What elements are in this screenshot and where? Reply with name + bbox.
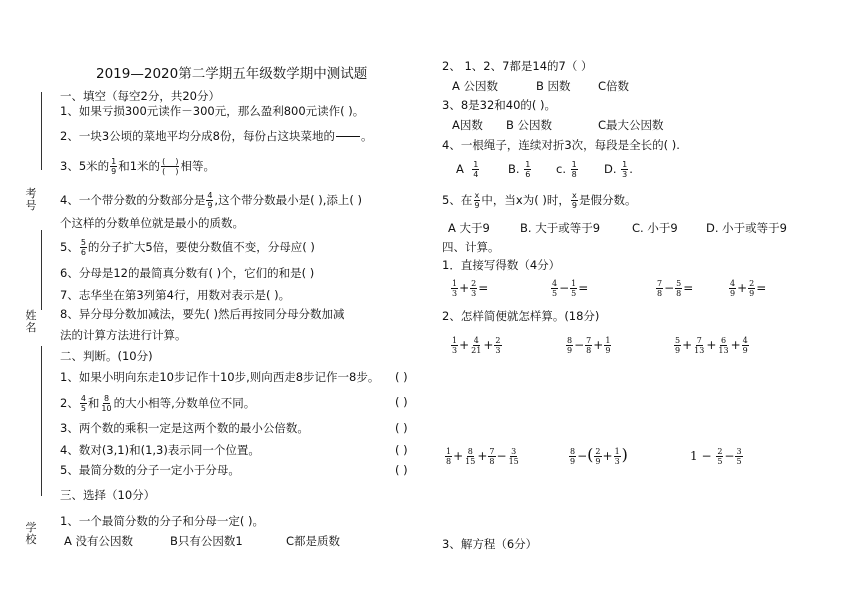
subsection-heading: 1．直接写得数（4分） bbox=[442, 258, 561, 272]
margin-label-school: 学校 bbox=[25, 521, 37, 546]
option: A因数 bbox=[452, 118, 483, 132]
question: 3、8是32和40的( )。 bbox=[442, 98, 557, 112]
math-expression: $\frac{7}{8}$ − $\frac{5}{8}$ = bbox=[657, 279, 694, 298]
question: 6、分母是12的最简真分数有( )个，它们的和是( ) bbox=[60, 266, 315, 280]
margin-line bbox=[41, 346, 42, 496]
question: 个这样的分数单位就是最小的质数。 bbox=[60, 216, 244, 230]
math-expression: $\frac{4}{9}$ + $\frac{2}{9}$ = bbox=[730, 279, 767, 298]
option: D. $\frac{1}{3}$ . bbox=[604, 160, 633, 179]
margin-line bbox=[41, 92, 42, 170]
math-expression: $\frac{8}{9}$ − $\frac{7}{8}$ + $\frac{1}{9}$ bbox=[567, 336, 611, 355]
answer-paren: ( ) bbox=[395, 443, 408, 457]
answer-paren: ( ) bbox=[395, 395, 408, 409]
margin-label-exam-no: 考号 bbox=[25, 187, 37, 212]
section1-heading: 一、填空（每空2分，共20分） bbox=[60, 89, 220, 103]
math-expression: 1 − $\frac{2}{5}$ − $\frac{3}{5}$ bbox=[690, 447, 742, 466]
option: A 大于9 bbox=[448, 221, 490, 235]
option: C. 小于9 bbox=[632, 221, 678, 235]
option: C最大公因数 bbox=[598, 118, 664, 132]
answer-paren: ( ) bbox=[395, 421, 408, 435]
question: 3、两个数的乘积一定是这两个数的最小公倍数。 bbox=[60, 421, 309, 435]
question: 4、一个带分数的分数部分是 $\frac{4}{9}$ ,这个带分数最小是( ),添上( ) bbox=[60, 191, 362, 210]
question: 5、在 $\frac{x}{9}$ 中，当x为( )时， $\frac{x}{9}$ 是假分数。 bbox=[442, 191, 637, 210]
question: 1、如果亏损300元读作－300元，那么盈利800元读作( )。 bbox=[60, 104, 365, 118]
option: B. 大于或等于9 bbox=[520, 221, 601, 235]
question: 法的计算方法进行计算。 bbox=[60, 328, 187, 342]
math-expression: $\frac{4}{5}$ − $\frac{1}{5}$ = bbox=[552, 279, 589, 298]
question: 2、 $\frac{4}{5}$ 和 $\frac{8}{10}$ 的大小相等,分数单位不同。 bbox=[60, 394, 256, 413]
math-expression: $\frac{1}{8}$ + $\frac{8}{15}$ + $\frac{7}{8}$ − $\frac{3}{15}$ bbox=[446, 447, 519, 466]
math-expression: $\frac{1}{3}$ + $\frac{4}{21}$ + $\frac{2}{3}$ bbox=[452, 336, 501, 355]
option: A $\frac{1}{4}$ bbox=[456, 160, 479, 179]
page-title: 2019—2020第二学期五年级数学期中测试题 bbox=[96, 66, 368, 82]
question: 8、异分母分数加减法，要先( )然后再按同分母分数加减 bbox=[60, 307, 345, 321]
option: B 公因数 bbox=[506, 118, 553, 132]
answer-paren: ( ) bbox=[395, 463, 408, 477]
question: 1、如果小明向东走10步记作十10步,则向西走8步记作一8步。 bbox=[60, 370, 380, 384]
subsection-heading: 2、怎样简便就怎样算。(18分) bbox=[442, 309, 600, 323]
question: 2、一块3公顷的菜地平均分成8份，每份占这块菜地的 。 bbox=[60, 126, 372, 147]
question: 4、数对(3,1)和(1,3)表示同一个位置。 bbox=[60, 443, 260, 457]
math-expression: $\frac{8}{9}$ −( $\frac{2}{9}$ + $\frac{1}{3}$ ) bbox=[570, 445, 628, 466]
question: 5、 $\frac{5}{6}$ 的分子扩大5倍，要使分数值不变，分母应( ) bbox=[60, 238, 315, 257]
question: 2、 1、2、7都是14的7（ ） bbox=[442, 59, 593, 73]
question: 4、一根绳子，连续对折3次，每段是全长的( ). bbox=[442, 138, 680, 152]
option: C都是质数 bbox=[286, 534, 341, 548]
option: D. 小于或等于9 bbox=[706, 221, 787, 235]
option: c. $\frac{1}{8}$ bbox=[556, 160, 577, 179]
option: B 因数 bbox=[536, 79, 571, 93]
option: C倍数 bbox=[598, 79, 630, 93]
option: A 没有公因数 bbox=[64, 534, 134, 548]
option: B只有公因数1 bbox=[170, 534, 243, 548]
section3-heading: 三、选择（10分） bbox=[60, 488, 156, 502]
math-expression: $\frac{1}{3}$ + $\frac{2}{3}$ = bbox=[452, 279, 489, 298]
question: 7、志华坐在第3列第4行，用数对表示是( )。 bbox=[60, 288, 291, 302]
section4-heading: 四、计算。 bbox=[442, 240, 500, 254]
math-expression: $\frac{5}{9}$ + $\frac{7}{13}$ + $\frac{6}{13}$ + $\frac{4}{9}$ bbox=[675, 336, 748, 355]
subsection-heading: 3、解方程（6分） bbox=[442, 537, 538, 551]
option: B. $\frac{1}{6}$ bbox=[508, 160, 531, 179]
margin-label-name: 姓名 bbox=[25, 309, 37, 334]
option: A 公因数 bbox=[452, 79, 499, 93]
question: 1、一个最简分数的分子和分母一定( )。 bbox=[60, 514, 264, 528]
answer-paren: ( ) bbox=[395, 370, 408, 384]
question: 5、最简分数的分子一定小于分母。 bbox=[60, 463, 240, 477]
section2-heading: 二、判断。(10分) bbox=[60, 349, 153, 363]
question: 3、5米的 $\frac{1}{9}$ 和1米的 $\frac{( )}{( )}$ 相等。 bbox=[60, 157, 215, 176]
margin-line bbox=[41, 230, 42, 310]
